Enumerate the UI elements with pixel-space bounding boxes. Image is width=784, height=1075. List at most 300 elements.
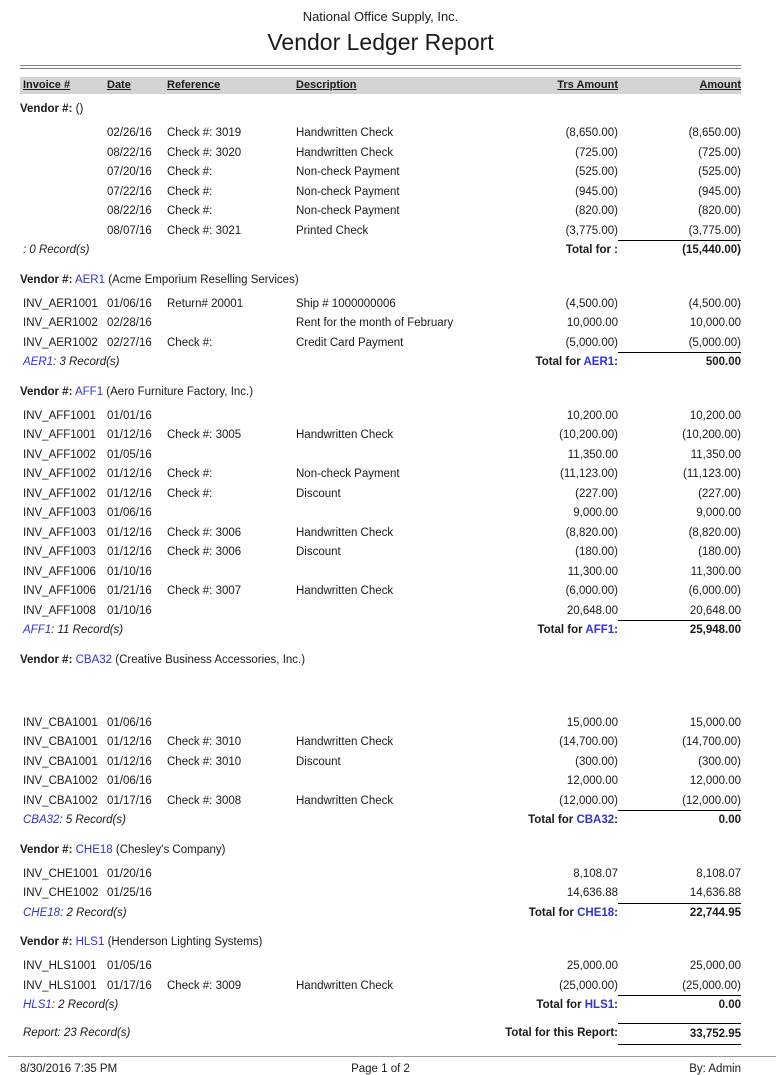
vendor-header (20, 842, 741, 859)
cell-reference: Check #: 3007 (167, 585, 242, 597)
cell-amount: (25,000.00) (618, 977, 741, 997)
vendor-name: (Acme Emporium Reselling Services) (108, 273, 299, 286)
section-records (23, 904, 462, 924)
vendor-code: CBA32 (75, 653, 113, 666)
section-total-prefix: Total for (537, 624, 586, 636)
column-header-description: Description (296, 79, 357, 91)
section-records-text: : 11 Record(s) (51, 624, 124, 636)
vendor-section (20, 101, 741, 261)
ledger-row (20, 957, 741, 977)
section-total-label (462, 241, 618, 261)
cell-amount: (525.00) (698, 166, 741, 178)
cell-reference: Check #: 3006 (167, 546, 242, 558)
footer-user: By: Admin (689, 1062, 741, 1075)
ledger-row (20, 865, 741, 885)
section-records-code: AFF1 (23, 624, 52, 636)
cell-amount: (945.00) (698, 185, 741, 198)
ledger-row (20, 202, 741, 222)
cell-invoice (23, 222, 107, 242)
cell-date: 01/21/16 (107, 585, 152, 597)
section-total-prefix: Total for (536, 999, 585, 1011)
ledger-row (20, 465, 741, 485)
cell-trs-amount: (14,700.00) (559, 736, 618, 748)
ledger-row (20, 446, 741, 466)
cell-invoice (23, 202, 107, 222)
section-footer (20, 811, 741, 831)
report-total-row (20, 1023, 741, 1043)
cell-trs-amount: 11,350.00 (567, 448, 618, 461)
report-records: Report: 23 Record(s) (23, 1026, 131, 1039)
vendor-name: (Chesley's Company) (115, 843, 226, 856)
cell-date: 08/07/16 (107, 224, 152, 237)
cell-trs-amount: (180.00) (575, 546, 618, 558)
cell-amount: 14,636.88 (618, 884, 741, 904)
cell-invoice (23, 124, 107, 144)
ledger-row (20, 602, 741, 622)
ledger-row (20, 314, 741, 334)
cell-invoice (23, 144, 107, 164)
cell-amount: (8,650.00) (688, 127, 741, 139)
cell-date: 07/22/16 (107, 185, 152, 198)
cell-description (296, 772, 462, 792)
cell-description: Rent for the month of February (296, 317, 454, 329)
company-name: National Office Supply, Inc. (302, 9, 459, 24)
vendor-header (20, 384, 741, 401)
cell-reference (167, 407, 296, 427)
cell-amount: 10,000.00 (689, 317, 741, 329)
cell-reference: Check #: (167, 487, 213, 500)
cell-date: 01/12/16 (107, 487, 152, 500)
cell-reference: Return# 20001 (167, 297, 244, 310)
cell-date: 01/12/16 (107, 468, 152, 480)
cell-trs-amount: 15,000.00 (566, 716, 618, 729)
ledger-row (20, 222, 741, 242)
section-total-prefix: Total for (528, 906, 578, 919)
vendor-name: (Creative Business Accessories, Inc.) (115, 653, 306, 666)
ledger-row (20, 792, 741, 812)
cell-amount: (5,000.00) (618, 334, 741, 354)
cell-date: 01/12/16 (107, 755, 152, 768)
column-header-trs-amount: Trs Amount (557, 79, 618, 91)
vendor-label: Vendor #: (20, 843, 73, 856)
vendor-header (20, 652, 741, 669)
section-total-code: HLS1 (584, 999, 615, 1011)
section-footer (20, 904, 741, 924)
cell-date: 01/12/16 (107, 429, 152, 441)
section-records-code: AER1 (23, 356, 54, 368)
ledger-row (20, 772, 741, 792)
cell-reference (167, 602, 296, 622)
cell-invoice: INV_HLS1001 (23, 979, 97, 992)
vendor-header (20, 272, 741, 289)
cell-invoice: INV_AFF1002 (23, 487, 96, 500)
ledger-rows (20, 124, 741, 241)
section-records-text: : 3 Record(s) (53, 356, 120, 368)
section-records (23, 241, 462, 261)
vendor-name: (Aero Furniture Factory, Inc.) (106, 385, 254, 398)
ledger-row (20, 524, 741, 544)
cell-date: 01/01/16 (107, 409, 152, 422)
cell-date: 01/12/16 (107, 736, 152, 748)
ledger-rows (20, 295, 741, 354)
cell-date: 01/06/16 (107, 297, 152, 310)
cell-amount: (820.00) (698, 205, 741, 217)
cell-date: 01/06/16 (107, 775, 152, 787)
cell-amount: 25,000.00 (689, 960, 741, 972)
cell-amount: (14,700.00) (682, 736, 741, 748)
cell-reference (167, 446, 296, 466)
ledger-row (20, 163, 741, 183)
ledger-row (20, 714, 741, 734)
cell-description (296, 865, 462, 885)
ledger-row (20, 884, 741, 904)
cell-amount: 9,000.00 (696, 507, 741, 519)
cell-description (296, 884, 462, 904)
cell-reference (167, 957, 296, 977)
ledger-row (20, 485, 741, 505)
cell-trs-amount: (6,000.00) (565, 585, 618, 597)
cell-reference: Check #: (167, 166, 213, 178)
vendor-label: Vendor #: (20, 273, 73, 286)
cell-amount: (12,000.00) (618, 792, 741, 812)
cell-trs-amount: (945.00) (575, 185, 618, 198)
cell-invoice (23, 183, 107, 203)
vendor-sections (20, 101, 741, 1016)
cell-invoice: INV_CBA1002 (23, 775, 98, 787)
cell-invoice: INV_CBA1001 (23, 716, 98, 729)
vendor-code: CHE18 (75, 843, 113, 856)
cell-description (296, 407, 462, 427)
cell-reference: Check #: (167, 468, 213, 480)
cell-description: Handwritten Check (296, 979, 394, 992)
cell-description: Non-check Payment (296, 185, 400, 198)
section-records (23, 996, 462, 1016)
section-records-code: HLS1 (23, 999, 52, 1011)
cell-trs-amount: (12,000.00) (559, 794, 618, 807)
cell-invoice: INV_AFF1006 (23, 585, 96, 597)
cell-reference (167, 772, 296, 792)
cell-trs-amount: 12,000.00 (566, 775, 618, 787)
vendor-code: AER1 (74, 273, 106, 286)
cell-trs-amount: 25,000.00 (566, 960, 618, 972)
cell-trs-amount: (25,000.00) (559, 979, 618, 992)
cell-invoice: INV_HLS1001 (23, 960, 97, 972)
cell-amount: (6,000.00) (688, 585, 741, 597)
cell-date: 01/10/16 (107, 604, 152, 617)
ledger-rows (20, 407, 741, 622)
cell-description (296, 957, 462, 977)
cell-reference (167, 884, 296, 904)
ledger-row (20, 582, 741, 602)
footer-divider (8, 1056, 776, 1057)
section-records (23, 811, 462, 831)
cell-description: Discount (296, 487, 341, 500)
cell-trs-amount: 8,108.07 (573, 867, 618, 880)
section-records-text: : 5 Record(s) (59, 814, 126, 826)
cell-trs-amount: (725.00) (575, 146, 618, 159)
section-records (23, 621, 462, 641)
section-total-code: CBA32 (576, 814, 615, 826)
vendor-code: HLS1 (75, 936, 105, 948)
cell-invoice: INV_AFF1003 (23, 526, 96, 539)
report-total-label: Total for this Report: (505, 1026, 618, 1039)
cell-date: 01/25/16 (107, 887, 152, 899)
cell-amount: (725.00) (698, 146, 741, 159)
cell-trs-amount: (820.00) (575, 205, 618, 217)
cell-reference: Check #: 3010 (167, 736, 242, 748)
vendor-label: Vendor #: (20, 103, 73, 115)
cell-description: Handwritten Check (296, 736, 394, 748)
cell-description: Handwritten Check (296, 127, 394, 139)
ledger-row (20, 426, 741, 446)
cell-description: Ship # 1000000006 (296, 297, 396, 310)
vendor-name: () (75, 103, 84, 115)
section-total-label (462, 996, 618, 1016)
cell-invoice: INV_AFF1008 (23, 604, 96, 617)
section-total-prefix: Total for (565, 244, 615, 256)
cell-date: 02/28/16 (107, 317, 152, 329)
cell-description: Handwritten Check (296, 526, 394, 539)
section-total-code: AFF1 (585, 624, 615, 636)
section-total-suffix: : (614, 624, 618, 636)
section-records-code: CBA32 (23, 814, 60, 826)
table-header (20, 77, 741, 94)
section-footer (20, 621, 741, 641)
vendor-section (20, 652, 741, 831)
cell-trs-amount: (3,775.00) (565, 224, 618, 237)
ledger-row (20, 295, 741, 315)
cell-amount: 12,000.00 (689, 775, 741, 787)
cell-description: Non-check Payment (296, 205, 400, 217)
cell-description: Discount (296, 755, 341, 768)
cell-reference: Check #: 3010 (167, 755, 242, 768)
cell-reference (167, 714, 296, 734)
cell-date: 08/22/16 (107, 146, 152, 159)
ledger-row (20, 977, 741, 997)
cell-trs-amount: 11,300.00 (567, 565, 618, 578)
cell-description (296, 446, 462, 466)
vendor-header (20, 101, 741, 118)
cell-description: Handwritten Check (296, 585, 394, 597)
ledger-rows (20, 957, 741, 996)
cell-description: Non-check Payment (296, 468, 400, 480)
cell-reference (167, 865, 296, 885)
vendor-section (20, 934, 741, 1016)
cell-invoice: INV_CBA1001 (23, 755, 98, 768)
cell-invoice: INV_AFF1001 (23, 409, 96, 422)
cell-trs-amount: (10,200.00) (559, 429, 618, 441)
section-total-amount: 0.00 (718, 814, 741, 826)
cell-date: 07/20/16 (107, 166, 152, 178)
ledger-row (20, 504, 741, 524)
cell-reference: Check #: 3020 (167, 146, 242, 159)
cell-amount: (11,123.00) (683, 468, 741, 480)
vendor-section (20, 384, 741, 641)
column-header-reference: Reference (167, 79, 221, 91)
section-total-prefix: Total for (528, 814, 577, 826)
cell-amount: (10,200.00) (682, 429, 741, 441)
section-total-suffix: : (614, 999, 618, 1011)
cell-reference: Check #: 3005 (167, 429, 242, 441)
section-total-label (462, 353, 618, 373)
cell-date: 01/05/16 (107, 960, 152, 972)
cell-date: 01/17/16 (107, 794, 152, 807)
cell-date: 01/12/16 (107, 546, 152, 558)
cell-invoice: INV_CBA1002 (23, 794, 98, 807)
blank-row (20, 694, 741, 714)
cell-invoice (23, 163, 107, 183)
cell-date: 08/22/16 (107, 205, 152, 217)
cell-trs-amount: (227.00) (575, 487, 618, 500)
section-total-amount: 0.00 (718, 999, 741, 1011)
section-total-prefix: Total for (535, 356, 584, 368)
cell-trs-amount: 10,000.00 (566, 317, 618, 329)
column-header-date: Date (107, 79, 131, 91)
page-title: Vendor Ledger Report (267, 29, 494, 55)
cell-amount: (300.00) (698, 755, 741, 768)
cell-date: 01/06/16 (107, 507, 152, 519)
vendor-label: Vendor #: (20, 385, 73, 398)
cell-description (296, 504, 462, 524)
section-records-code: CHE18 (23, 906, 61, 919)
section-total-code: AER1 (583, 356, 615, 368)
cell-reference: Check #: (167, 185, 213, 198)
section-total-amount: 22,744.95 (689, 906, 741, 919)
cell-description (296, 714, 462, 734)
cell-reference: Check #: 3021 (167, 224, 242, 237)
cell-invoice: INV_CBA1001 (23, 736, 98, 748)
cell-reference (167, 314, 296, 334)
cell-invoice: INV_AER1002 (23, 317, 98, 329)
ledger-rows (20, 675, 741, 812)
cell-invoice: INV_AER1002 (23, 336, 98, 349)
cell-reference: Check #: 3019 (167, 127, 242, 139)
cell-trs-amount: 10,200.00 (566, 409, 618, 422)
cell-description: Printed Check (296, 224, 369, 237)
cell-invoice: INV_AER1001 (23, 297, 98, 310)
cell-amount: 20,648.00 (618, 602, 741, 622)
cell-amount: (3,775.00) (618, 222, 741, 242)
vendor-header (20, 934, 741, 951)
ledger-row (20, 144, 741, 164)
section-total-amount: (15,440.00) (682, 244, 741, 256)
section-footer (20, 353, 741, 373)
ledger-row (20, 543, 741, 563)
vendor-section (20, 842, 741, 924)
cell-date: 01/06/16 (107, 716, 152, 729)
cell-reference (167, 563, 296, 583)
vendor-label: Vendor #: (20, 936, 73, 948)
cell-invoice: INV_AFF1002 (23, 448, 96, 461)
cell-reference: Check #: (167, 336, 213, 349)
cell-trs-amount: 20,648.00 (566, 604, 618, 617)
cell-amount: (180.00) (698, 546, 741, 558)
section-footer (20, 996, 741, 1016)
cell-amount: 11,350.00 (690, 448, 741, 461)
cell-reference: Check #: 3006 (167, 526, 242, 539)
cell-invoice: INV_CHE1002 (23, 887, 99, 899)
cell-amount: (4,500.00) (688, 297, 741, 310)
cell-trs-amount: (8,820.00) (565, 526, 618, 539)
cell-date: 02/26/16 (107, 127, 152, 139)
cell-trs-amount: (8,650.00) (565, 127, 618, 139)
cell-trs-amount: (300.00) (575, 755, 618, 768)
cell-description (296, 602, 462, 622)
cell-trs-amount: (11,123.00) (560, 468, 618, 480)
section-total-suffix: : (614, 814, 618, 826)
section-records (23, 353, 462, 373)
cell-trs-amount: (525.00) (575, 166, 618, 178)
ledger-row (20, 124, 741, 144)
cell-description: Handwritten Check (296, 794, 394, 807)
vendor-name: (Henderson Lighting Systems) (107, 936, 263, 948)
section-records-text: : 2 Record(s) (51, 999, 119, 1011)
section-total-code: CHE18 (577, 906, 615, 919)
cell-amount: (8,820.00) (688, 526, 741, 539)
cell-description: Non-check Payment (296, 166, 400, 178)
cell-amount: (227.00) (698, 487, 741, 500)
cell-description: Credit Card Payment (296, 336, 404, 349)
section-records-text: : 2 Record(s) (60, 906, 127, 919)
section-total-label (462, 904, 618, 924)
cell-date: 01/10/16 (107, 565, 152, 578)
column-header-amount: Amount (699, 79, 741, 91)
cell-date: 01/05/16 (107, 448, 152, 461)
ledger-row (20, 733, 741, 753)
cell-description: Handwritten Check (296, 146, 394, 159)
cell-trs-amount: (4,500.00) (565, 297, 618, 310)
report-total-amount: 33,752.95 (618, 1023, 741, 1045)
section-total-label (462, 621, 618, 641)
ledger-row (20, 407, 741, 427)
cell-reference (167, 504, 296, 524)
cell-date: 02/27/16 (107, 336, 152, 349)
ledger-row (20, 753, 741, 773)
section-total-amount: 500.00 (705, 356, 741, 368)
ledger-row (20, 334, 741, 354)
cell-amount: 11,300.00 (690, 565, 741, 578)
cell-trs-amount: 9,000.00 (573, 507, 618, 519)
ledger-row (20, 183, 741, 203)
vendor-section (20, 272, 741, 373)
page-footer (20, 1063, 741, 1075)
cell-reference: Check #: 3009 (167, 979, 242, 992)
cell-description: Handwritten Check (296, 429, 394, 441)
cell-invoice: INV_AFF1002 (23, 468, 96, 480)
section-records-text: : 0 Record(s) (23, 244, 90, 256)
cell-reference: Check #: 3008 (167, 794, 242, 807)
cell-invoice: INV_AFF1006 (23, 565, 96, 578)
cell-date: 01/12/16 (107, 526, 152, 539)
section-total-suffix: : (614, 244, 618, 256)
cell-amount: 8,108.07 (696, 867, 741, 880)
section-footer (20, 241, 741, 261)
cell-invoice: INV_CHE1001 (23, 867, 99, 880)
vendor-label: Vendor #: (20, 653, 73, 666)
cell-description: Discount (296, 546, 341, 558)
footer-datetime: 8/30/2016 7:35 PM (20, 1062, 118, 1075)
section-total-label (462, 811, 618, 831)
blank-row (20, 675, 741, 695)
cell-invoice: INV_AFF1003 (23, 546, 96, 558)
section-total-amount: 25,948.00 (689, 624, 741, 636)
vendor-code: AFF1 (74, 385, 104, 398)
cell-trs-amount: 14,636.88 (566, 887, 618, 899)
section-total-suffix: : (614, 356, 618, 368)
cell-invoice: INV_AFF1003 (23, 507, 96, 519)
cell-amount: 15,000.00 (689, 716, 741, 729)
cell-date: 01/20/16 (107, 867, 152, 880)
